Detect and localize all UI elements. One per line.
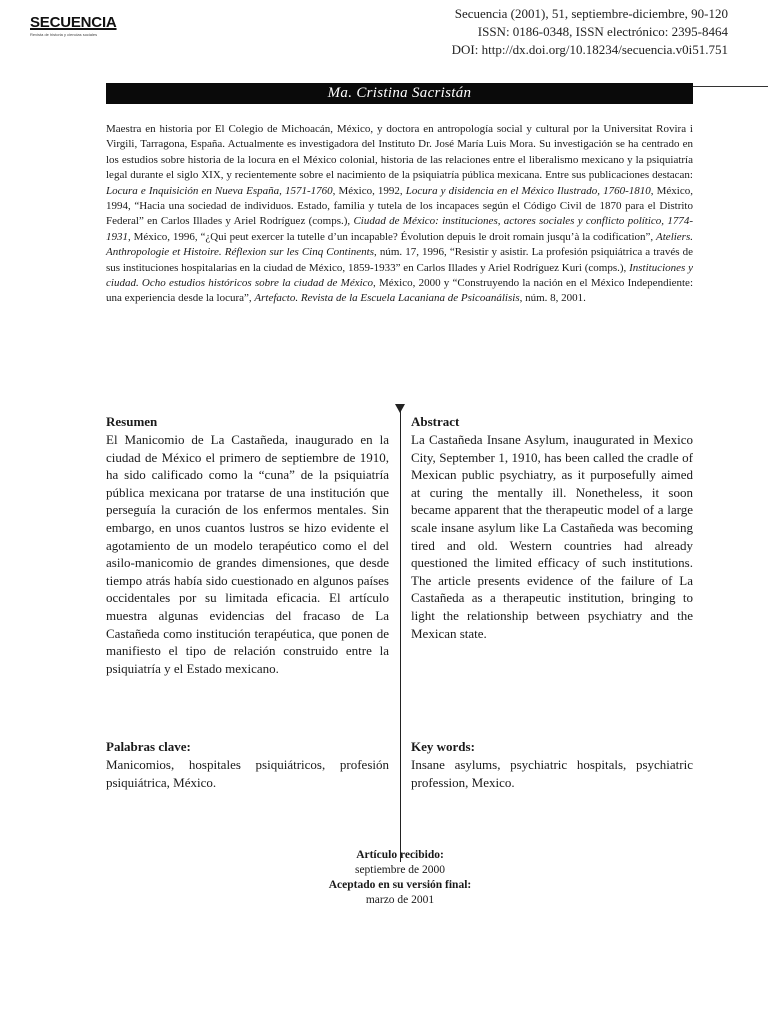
abstract-heading: Abstract <box>411 414 460 429</box>
citation-block <box>452 5 728 59</box>
bio-text: , núm. 17, 1996, “Resistir y asistir. La profesión psiquiátrica a través de sus instituciones hospitalarias en la ciudad de México, 1859-1933” en Carlos Illades y Ariel Rodríguez Kuri (comps.), <box>106 246 694 274</box>
bio-title: Instituciones y ciudad. Ocho estudios históricos sobre la ciudad de México <box>106 261 693 290</box>
author-name-bar: Ma. Cristina Sacristán <box>106 83 693 104</box>
bio-title: Ateliers. Anthropologie et Histoire. Réflexion sur les Cinq Continents <box>106 230 693 259</box>
bio-title: Ciudad de México: instituciones, actores sociales y conflicto político, 1774-1931 <box>106 215 693 243</box>
keywords-es-section <box>106 738 389 791</box>
citation-line-1: Secuencia (2001), 51, septiembre-diciembre, 90-120 <box>454 6 728 21</box>
bio-text: , México, 1996, “¿Qui peut exercer la tutelle d’un incapable? Évolution depuis le droit romain jusqu’à la codification”, <box>128 230 657 243</box>
bio-title: Locura e Inquisición en Nueva España, 1571-1760 <box>106 184 333 197</box>
received-date: septiembre de 2000 <box>354 864 446 876</box>
bio-text: , México, 1994, “Hacia una sociedad de individuos. Estado, familia y tutela de los incapaces según el Código Civil de 1870 para el Distrito Federal” en Carlos Illades y Ariel Rodríguez (comps.), <box>106 184 693 228</box>
accepted-label: Aceptado en su versión final: <box>328 879 472 891</box>
author-bio <box>106 122 693 307</box>
accepted-date: marzo de 2001 <box>365 894 435 906</box>
bio-title: Artefacto. Revista de la Escuela Lacaniana de Psicoanálisis <box>254 292 520 305</box>
resumen-heading: Resumen <box>106 414 158 429</box>
resumen-text: El Manicomio de La Castañeda, inaugurado en la ciudad de México el primero de septiembre de 1910, ha sido calificado como la “cuna” de la psiquiatría pública mexicana por tratarse de una institución que perseguía la curación de los enfermos mentales. Sin embargo, en unos cuantos lustros se hizo evidente el agotamiento de un modelo terapéutico como el del asilo-manicomio de grandes dimensiones, que desde tiempo atrás había sido cuestionado en algunos países occidentales por su limitada eficacia. El artículo muestra algunas evidencias del fracaso de La Castañeda como institución terapéutica, que ponen de manifiesto el tipo de relación construido entre la psiquiatría y el Estado mexicano. <box>106 432 389 676</box>
abstract-section <box>411 413 693 642</box>
journal-logo-tagline: Revista de historia y ciencias sociales <box>30 32 98 37</box>
column-divider <box>400 410 401 862</box>
journal-logo <box>30 14 130 37</box>
bio-text: , México, 2000 y “Construyendo la nación en el México Independiente: una experiencia desde la locura”, <box>106 277 693 305</box>
journal-logo-text: SECUENCIA <box>30 14 117 31</box>
keywords-en-heading: Key words: <box>411 739 475 754</box>
citation-line-2: ISSN: 0186-0348, ISSN electrónico: 2395-8464 <box>477 24 728 39</box>
resumen-section <box>106 413 389 677</box>
bio-text: Maestra en historia por El Colegio de Michoacán, México, y doctora en antropología social y cultural por la Universitat Rovira i Virgili, Tarragona, España. Actualmente es investigadora del Instituto Dr. José María Luis Mora. Su investigación se ha centrado en los estudios sobre historia de la locura en el México colonial, historia de las relaciones entre el liberalismo mexicano y la psiquiatría legal durante el siglo XIX, y recientemente sobre el nacimiento de la psiquiatría pública mexicana. Entre sus publicaciones destacan: <box>106 123 693 182</box>
bio-text: , núm. 8, 2001. <box>519 292 586 305</box>
keywords-es-heading: Palabras clave: <box>106 739 191 754</box>
keywords-es-text: Manicomios, hospitales psiquiátricos, profesión psiquiátrica, México. <box>106 757 389 790</box>
header-rule <box>693 86 768 87</box>
citation-doi[interactable]: DOI: http://dx.doi.org/10.18234/secuencia.v0i51.751 <box>451 42 728 57</box>
abstract-text: La Castañeda Insane Asylum, inaugurated in Mexico City, September 1, 1910, has been called the cradle of Mexican public psychiatry, as it purposefully aimed at curing the mentally ill. Nonetheless, it soon became apparent that the therapeutic model of a large scale insane asylum like La Castañeda was becoming tired and old. Western countries had already questioned the limited efficacy of such institutions. The article presents evidence of the failure of La Castañeda as a therapeutic institution, bringing to light the relationship between psychiatry and the Mexican state. <box>411 432 693 641</box>
bio-text: , México, 1992, <box>332 184 406 197</box>
received-label: Artículo recibido: <box>356 849 444 861</box>
keywords-en-section <box>411 738 693 791</box>
keywords-en-text: Insane asylums, psychiatric hospitals, psychiatric profession, Mexico. <box>411 757 693 790</box>
bio-title: Locura y disidencia en el México Ilustrado, 1760-1810 <box>405 184 651 197</box>
received-block <box>270 848 530 908</box>
